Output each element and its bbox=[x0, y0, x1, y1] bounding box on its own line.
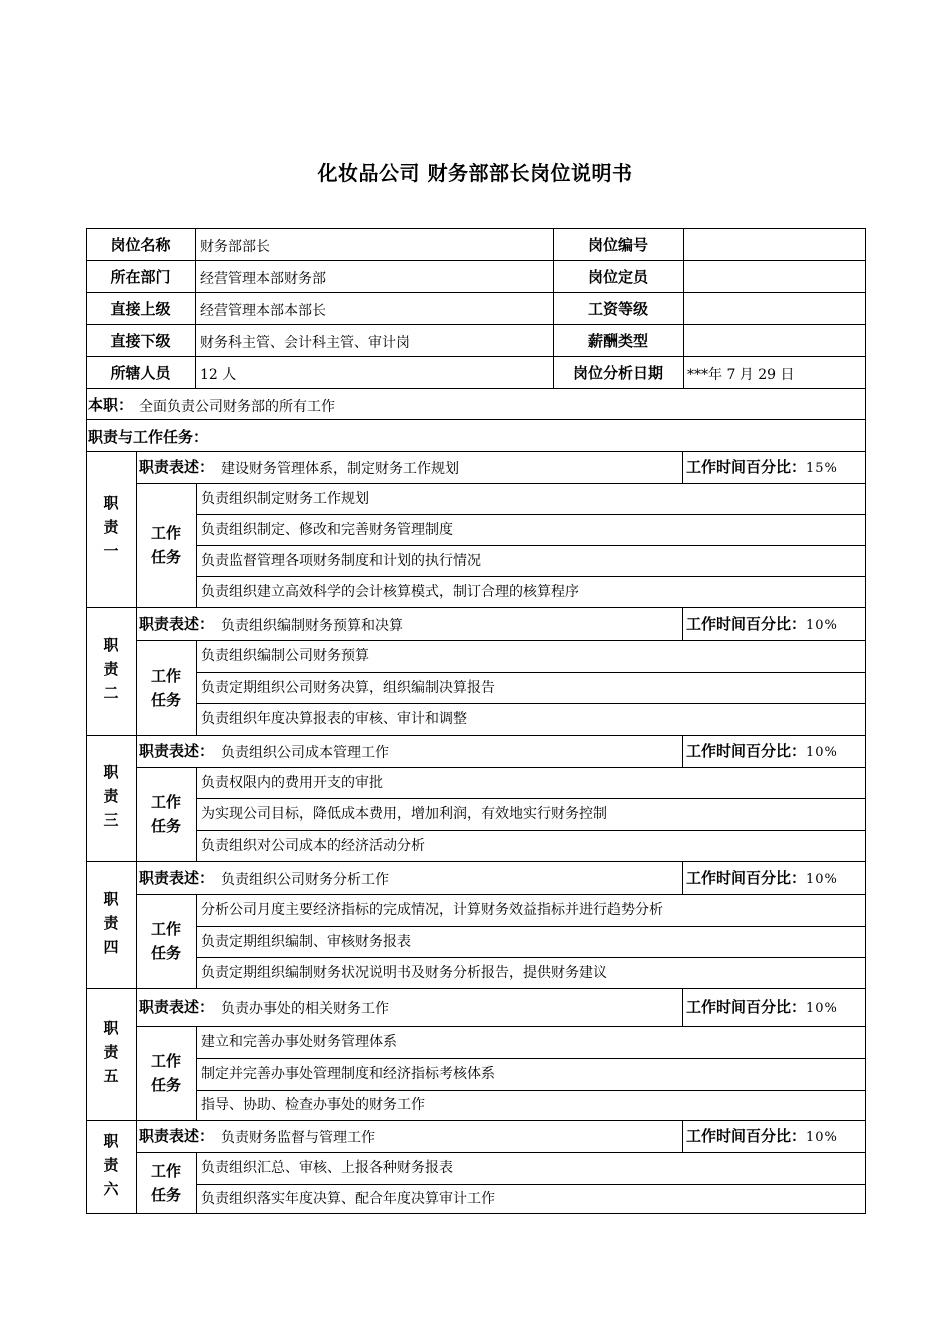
duty-number-char: 二 bbox=[103, 684, 119, 702]
task-item: 负责定期组织编制、审核财务报表 bbox=[201, 933, 411, 950]
time-percent-value: 10% bbox=[806, 617, 838, 633]
task-label: 任务 bbox=[150, 690, 181, 709]
duty-number-char: 职 bbox=[103, 1019, 119, 1037]
info-label: 岗位定员 bbox=[587, 268, 648, 286]
task-label: 任务 bbox=[150, 548, 181, 566]
task-label: 任务 bbox=[150, 817, 181, 835]
table-border-h bbox=[196, 1184, 866, 1185]
table-border-h bbox=[196, 545, 866, 546]
duty-number-char: 职 bbox=[103, 636, 119, 654]
task-item: 指导、协助、检查办事处的财务工作 bbox=[201, 1097, 425, 1113]
time-percent-value: 10% bbox=[806, 1130, 838, 1145]
duty-number-char: 职 bbox=[103, 1131, 119, 1150]
time-percent-label: 工作时间百分比：10% bbox=[686, 868, 838, 887]
info-value: ***年 7 月 29 日 bbox=[687, 367, 795, 383]
table-border-v bbox=[196, 1026, 197, 1120]
duty-number-char: 责 bbox=[103, 787, 119, 805]
task-item: 建立和完善办事处财务管理体系 bbox=[201, 1034, 397, 1050]
table-border-h bbox=[86, 451, 866, 452]
time-percent-label: 工作时间百分比：10% bbox=[686, 742, 838, 760]
duty-number-char: 职 bbox=[103, 889, 119, 908]
duty-number-char: 三 bbox=[103, 811, 119, 829]
task-item: 负责组织汇总、审核、上报各种财务报表 bbox=[201, 1160, 453, 1176]
duty-desc-value: 负责财务监督与管理工作 bbox=[221, 1130, 375, 1146]
table-border-h bbox=[86, 292, 866, 293]
info-label: 所辖人员 bbox=[110, 364, 171, 382]
task-item: 负责组织编制公司财务预算 bbox=[201, 648, 369, 664]
table-border-v bbox=[682, 735, 683, 767]
table-border-h bbox=[196, 957, 866, 958]
duty-number-label bbox=[86, 887, 136, 959]
table-border-h bbox=[196, 672, 866, 673]
task-item: 负责监督管理各项财务制度和计划的执行情况 bbox=[201, 552, 481, 569]
task-item: 分析公司月度主要经济指标的完成情况，计算财务效益指标并进行趋势分析 bbox=[201, 902, 663, 918]
table-border-h bbox=[196, 798, 866, 799]
duty-desc-value: 负责组织公司财务分析工作 bbox=[221, 871, 389, 888]
task-label: 工作 bbox=[150, 666, 181, 685]
table-border-h bbox=[86, 388, 866, 389]
info-value: 经营管理本部财务部 bbox=[200, 271, 326, 287]
table-border-h bbox=[196, 830, 866, 831]
benzhi-value: 全面负责公司财务部的所有工作 bbox=[139, 399, 335, 415]
table-border-h bbox=[196, 576, 866, 577]
duty-number-label bbox=[86, 1129, 136, 1201]
duty-number-char: 六 bbox=[103, 1179, 119, 1198]
table-border-h bbox=[86, 228, 866, 229]
table-border-h bbox=[86, 735, 866, 736]
duty-number-char: 职 bbox=[103, 763, 119, 781]
table-border-v bbox=[196, 894, 197, 988]
info-label: 岗位编号 bbox=[587, 236, 648, 254]
table-border-v bbox=[196, 767, 197, 861]
duty-desc-label: 职责表述： bbox=[139, 1127, 215, 1145]
task-label: 任务 bbox=[150, 944, 181, 962]
table-border-h bbox=[136, 894, 866, 895]
task-label: 工作 bbox=[150, 920, 181, 938]
time-percent-value: 10% bbox=[806, 1001, 838, 1016]
duty-desc-label: 职责表述： bbox=[139, 742, 215, 760]
table-border-h bbox=[136, 767, 866, 768]
table-border-h bbox=[196, 514, 866, 515]
duty-number-char: 四 bbox=[103, 937, 119, 956]
benzhi-label: 本职： bbox=[88, 396, 134, 414]
table-border-h bbox=[86, 324, 866, 325]
time-percent-value: 10% bbox=[806, 745, 838, 760]
info-label: 岗位分析日期 bbox=[572, 364, 663, 382]
table-border-h bbox=[86, 1213, 866, 1214]
table-border-v bbox=[682, 1120, 683, 1152]
info-label: 岗位名称 bbox=[110, 236, 171, 254]
task-item: 负责组织年度决算报表的审核、审计和调整 bbox=[201, 711, 467, 727]
task-item: 制定并完善办事处管理制度和经济指标考核体系 bbox=[201, 1066, 495, 1082]
table-border-h bbox=[86, 1120, 866, 1121]
table-border-h bbox=[86, 260, 866, 261]
duty-number-char: 责 bbox=[103, 1155, 119, 1174]
info-label: 工资等级 bbox=[587, 300, 648, 318]
table-border-v bbox=[865, 228, 866, 1214]
task-label: 工作 bbox=[150, 793, 181, 811]
table-border-v bbox=[196, 640, 197, 735]
duty-desc-value: 负责组织编制财务预算和决算 bbox=[221, 617, 403, 634]
info-label: 直接上级 bbox=[110, 300, 171, 318]
info-label: 直接下级 bbox=[110, 332, 171, 350]
duty-desc-value: 负责办事处的相关财务工作 bbox=[221, 1001, 389, 1017]
table-border-v bbox=[195, 228, 196, 388]
time-percent-label: 工作时间百分比：15% bbox=[686, 458, 838, 476]
duty-number-char: 责 bbox=[103, 913, 119, 932]
duty-number-char: 责 bbox=[103, 1043, 119, 1061]
info-value: 12 人 bbox=[200, 367, 237, 383]
duty-desc-value: 建设财务管理体系，制定财务工作规划 bbox=[221, 461, 459, 477]
duty-desc-label: 职责表述： bbox=[139, 998, 215, 1016]
time-percent-label: 工作时间百分比：10% bbox=[686, 614, 838, 633]
duty-number-char: 一 bbox=[103, 542, 119, 560]
table-border-v bbox=[683, 228, 684, 388]
table-border-v bbox=[682, 988, 683, 1026]
task-label: 工作 bbox=[150, 524, 181, 542]
duty-number-label bbox=[86, 491, 136, 563]
duty-number-char: 责 bbox=[103, 660, 119, 678]
time-percent-label: 工作时间百分比：10% bbox=[686, 998, 838, 1016]
info-value: 经营管理本部本部长 bbox=[200, 303, 326, 319]
table-border-h bbox=[86, 356, 866, 357]
table-border-v bbox=[682, 861, 683, 894]
info-label: 所在部门 bbox=[110, 268, 171, 286]
task-item: 负责组织对公司成本的经济活动分析 bbox=[201, 837, 425, 854]
task-item: 负责组织制定财务工作规划 bbox=[201, 490, 369, 507]
task-item: 负责定期组织编制财务状况说明书及财务分析报告，提供财务建议 bbox=[201, 964, 607, 981]
time-percent-label: 工作时间百分比：10% bbox=[686, 1127, 838, 1145]
table-border-h bbox=[86, 861, 866, 862]
table-border-v bbox=[196, 1152, 197, 1213]
page-title: 化妆品公司 财务部部长岗位说明书 bbox=[317, 161, 633, 185]
duty-number-label bbox=[86, 1016, 136, 1088]
table-border-h bbox=[196, 1058, 866, 1059]
time-percent-value: 15% bbox=[806, 461, 838, 476]
duty-number-label bbox=[86, 760, 136, 832]
table-border-h bbox=[136, 483, 866, 484]
table-border-h bbox=[136, 640, 866, 641]
task-item: 负责权限内的费用开支的审批 bbox=[201, 774, 383, 791]
duty-desc-label: 职责表述： bbox=[139, 614, 215, 633]
task-label: 任务 bbox=[150, 1076, 181, 1094]
duty-number-char: 五 bbox=[103, 1067, 119, 1085]
duty-desc-label: 职责表述： bbox=[139, 868, 215, 887]
table-border-h bbox=[196, 703, 866, 704]
table-border-h bbox=[196, 926, 866, 927]
task-label: 任务 bbox=[150, 1185, 181, 1204]
info-value: 财务部部长 bbox=[200, 239, 270, 255]
table-border-h bbox=[196, 1090, 866, 1091]
table-border-h bbox=[86, 607, 866, 608]
table-border-h bbox=[86, 419, 866, 420]
task-item: 负责定期组织公司财务决算，组织编制决算报告 bbox=[201, 679, 495, 696]
task-item: 负责组织制定、修改和完善财务管理制度 bbox=[201, 521, 453, 538]
task-label: 工作 bbox=[150, 1052, 181, 1070]
time-percent-value: 10% bbox=[806, 871, 838, 887]
section-header: 职责与工作任务： bbox=[88, 428, 209, 446]
table-border-h bbox=[136, 1026, 866, 1027]
duty-desc-value: 负责组织公司成本管理工作 bbox=[221, 745, 389, 761]
table-border-h bbox=[86, 988, 866, 989]
info-label: 薪酬类型 bbox=[587, 332, 648, 350]
duty-number-char: 职 bbox=[103, 494, 119, 512]
task-item: 负责组织建立高效科学的会计核算模式，制订合理的核算程序 bbox=[201, 583, 579, 600]
duty-number-char: 责 bbox=[103, 518, 119, 536]
task-label: 工作 bbox=[150, 1161, 181, 1180]
task-item: 负责组织落实年度决算、配合年度决算审计工作 bbox=[201, 1190, 495, 1207]
duty-desc-label: 职责表述： bbox=[139, 458, 215, 476]
table-border-h bbox=[136, 1152, 866, 1153]
table-border-v bbox=[682, 451, 683, 483]
table-border-v bbox=[682, 607, 683, 640]
task-item: 为实现公司目标，降低成本费用，增加利润，有效地实行财务控制 bbox=[201, 806, 607, 822]
info-value: 财务科主管、会计科主管、审计岗 bbox=[200, 335, 410, 351]
duty-number-label bbox=[86, 633, 136, 705]
